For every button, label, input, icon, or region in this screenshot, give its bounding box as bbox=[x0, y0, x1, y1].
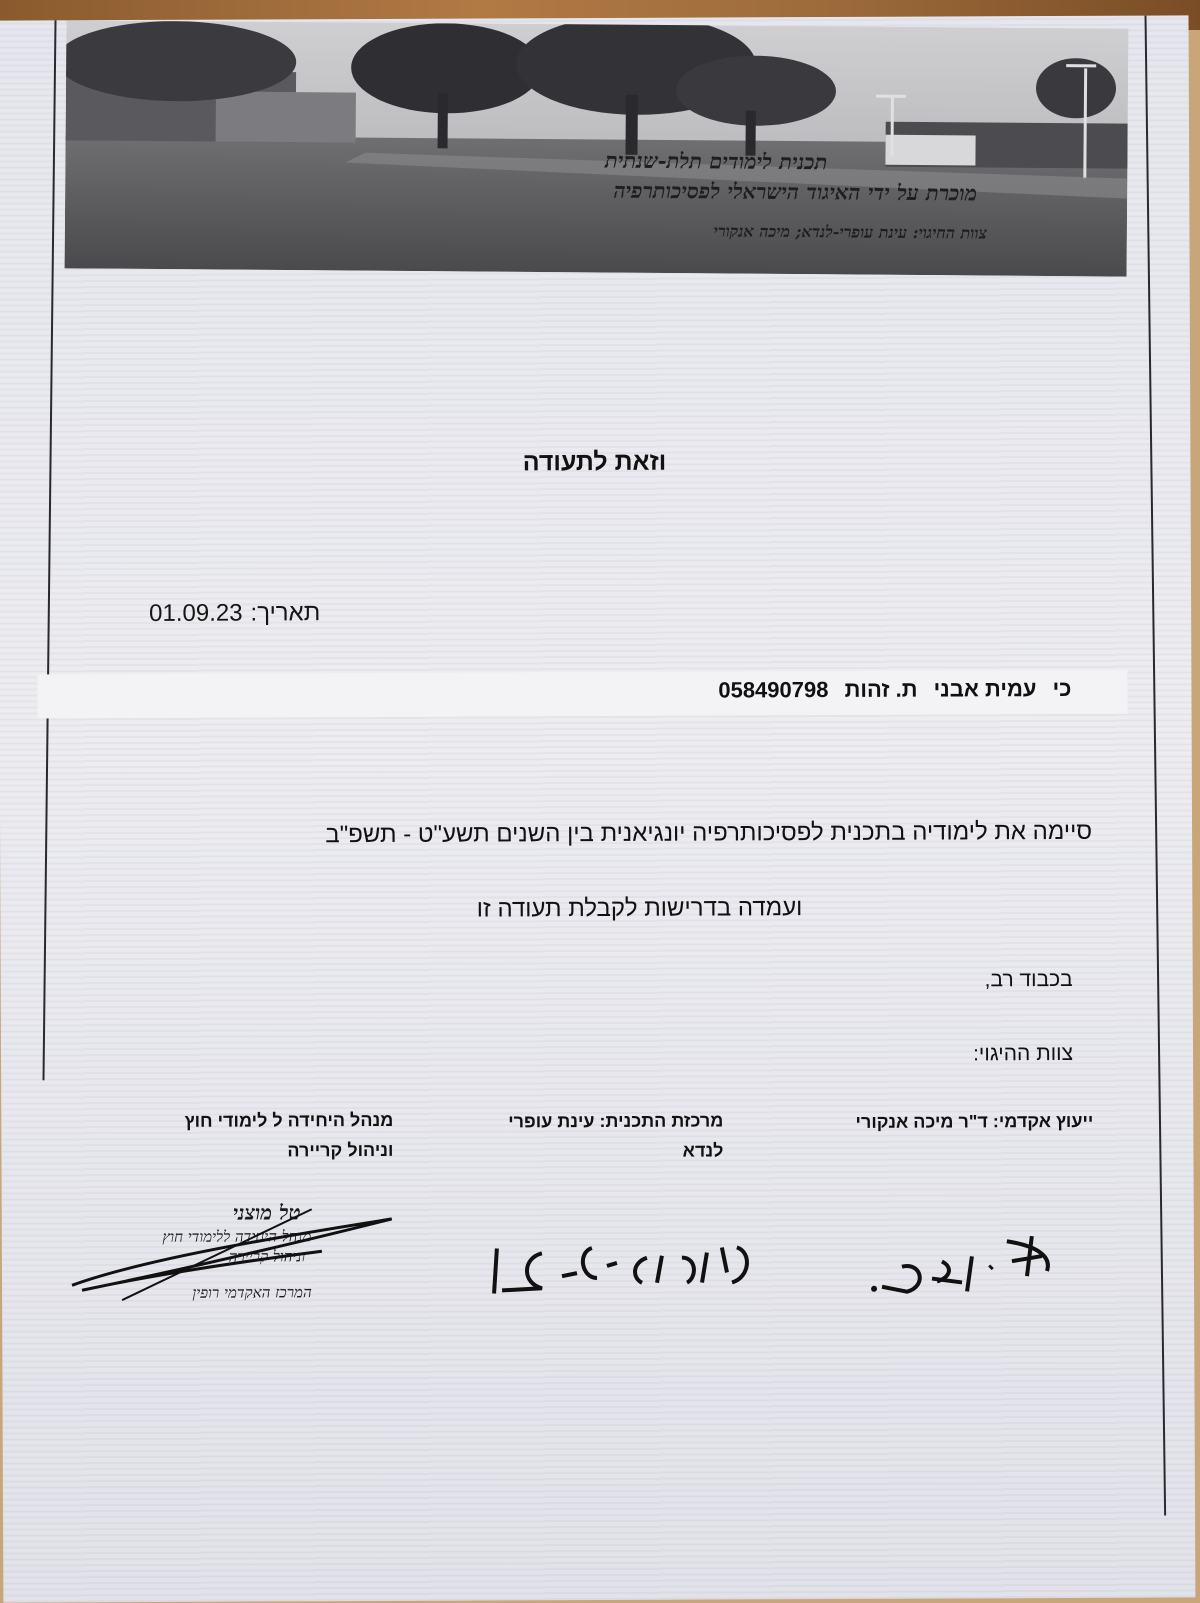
signatory-program-coordinator bbox=[423, 1105, 723, 1166]
completion-statement: סיימה את לימודיה בתכנית לפסיכותרפיה יונגיאנית בין השנים תשע"ט - תשפ"ב bbox=[325, 817, 1093, 849]
document-title: וזאת לתעודה bbox=[522, 447, 667, 477]
recipient-name: עמית אבני bbox=[933, 676, 1037, 702]
signature-academic-advisor bbox=[862, 1216, 1082, 1317]
signatory-title-cont: לנדא bbox=[682, 1140, 724, 1161]
signature-program-coordinator bbox=[482, 1227, 782, 1318]
stamp-name: טל מוצני bbox=[232, 1200, 301, 1225]
header-line-accreditation: מוכרת על ידי האיגוד הישראלי לפסיכותרפיה bbox=[613, 177, 978, 206]
certificate-page bbox=[0, 15, 1195, 1602]
signatory-title: ייעוץ אקדמי: ד"ר מיכה אנקורי bbox=[855, 1110, 1094, 1132]
stamp-institution: המרכז האקדמי רופין bbox=[192, 1283, 312, 1302]
signatory-academic-advisor bbox=[773, 1106, 1093, 1137]
id-number: 058490798 bbox=[718, 677, 829, 703]
header-photo-banner bbox=[65, 20, 1129, 276]
signatory-unit-director bbox=[93, 1105, 393, 1166]
id-label: ת. זהות bbox=[844, 676, 918, 702]
header-line-team: צוות החיגוי: עינת עופרי-לנדא; מיכה אנקורי bbox=[713, 221, 987, 243]
signatory-title: מנהל היחידה ל לימודי חוץ bbox=[184, 1109, 394, 1131]
signatory-title: מרכזת התכנית: עינת עופרי bbox=[508, 1110, 724, 1132]
page-border-left bbox=[42, 20, 56, 1080]
recipient-prefix: כי bbox=[1052, 675, 1072, 702]
stamp-role: מנהל היחידה ללימודי חוץ bbox=[162, 1227, 312, 1246]
date-line bbox=[149, 599, 320, 628]
stamp-unit-director bbox=[62, 1189, 403, 1320]
closing-greeting: בכבוד רב, bbox=[984, 967, 1073, 992]
stamp-role-cont: וניהול קריירה bbox=[228, 1247, 306, 1266]
requirements-statement: ועמדה בדרישות לקבלת תעודה זו bbox=[476, 894, 803, 923]
recipient-line bbox=[708, 676, 1071, 704]
header-line-program: תכנית לימודים תלת-שנתית bbox=[604, 147, 828, 175]
date-value: 01.09.23 bbox=[149, 599, 243, 627]
signatory-title-cont: וניהול קריירה bbox=[287, 1139, 394, 1161]
date-label: תאריך: bbox=[250, 599, 321, 627]
page-border-right bbox=[1145, 16, 1167, 1516]
steering-team-label: צוות ההיגוי: bbox=[972, 1041, 1074, 1066]
